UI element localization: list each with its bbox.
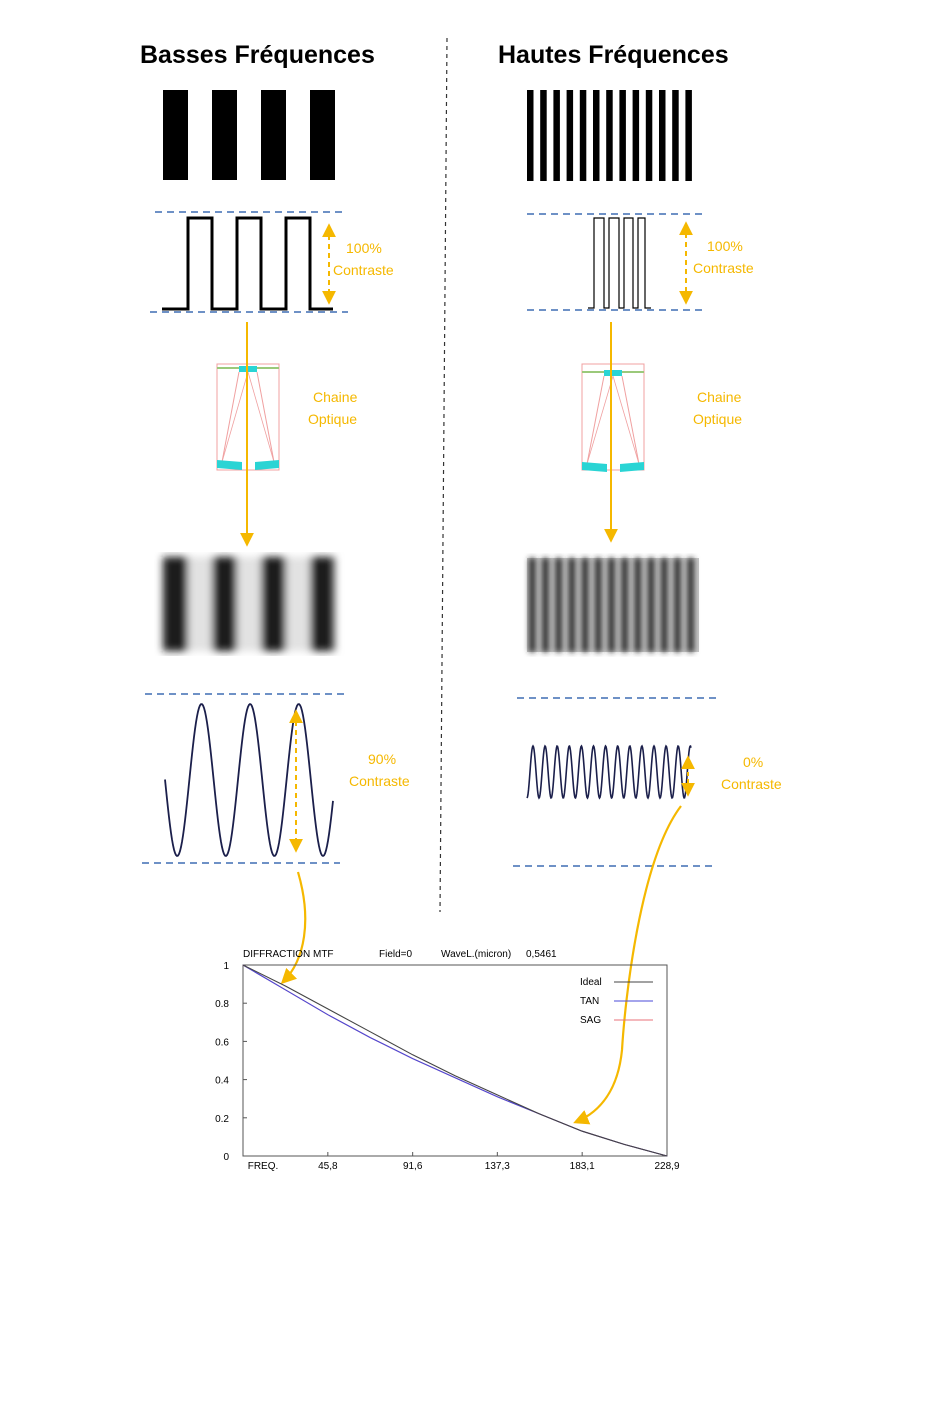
left-output-contrast-label: Contraste: [349, 773, 410, 789]
mtf-wavelength-label: WaveL.(micron): [441, 949, 512, 960]
y-tick-label: 0: [223, 1152, 229, 1163]
right-to-chart-arrow: [576, 806, 681, 1122]
mtf-chart-title: DIFFRACTION MTF: [243, 949, 334, 960]
high-frequency-blurred-bar: [635, 558, 642, 652]
right-output-contrast-value: 0%: [743, 754, 764, 770]
high-frequency-blurred-bar: [674, 558, 681, 652]
right-column-title: Hautes Fréquences: [498, 41, 729, 69]
high-frequency-blurred-bar: [555, 558, 562, 652]
high-frequency-bar-pattern: [527, 90, 692, 181]
left-optics-line1: Chaine: [313, 389, 358, 405]
high-frequency-bar: [593, 90, 600, 181]
right-optics-line2: Optique: [693, 411, 743, 427]
high-frequency-blurred-bar: [608, 558, 615, 652]
left-output-contrast-value: 90%: [368, 751, 397, 767]
low-frequency-output-signal: [142, 694, 345, 863]
high-frequency-bar: [646, 90, 653, 181]
left-column-title: Basses Fréquences: [140, 41, 375, 69]
y-tick-label: 0.8: [215, 999, 229, 1011]
high-frequency-output-signal: [513, 698, 717, 866]
x-axis-label: FREQ.: [247, 1161, 279, 1172]
high-frequency-bar: [527, 90, 534, 181]
y-tick-label: 1: [223, 961, 229, 972]
y-tick-label: 0.2: [215, 1113, 229, 1125]
high-frequency-blurred-bar: [661, 558, 668, 652]
high-frequency-bar: [567, 90, 574, 181]
right-input-contrast-value: 100%: [707, 238, 743, 254]
high-frequency-blurred-bar: [542, 558, 549, 652]
mtf-field-label: Field=0: [379, 949, 413, 960]
series-line-sag: [243, 965, 667, 1156]
high-frequency-bar: [606, 90, 613, 181]
high-frequency-bar: [580, 90, 587, 181]
high-frequency-blurred-bar: [529, 558, 536, 652]
right-optics-line1: Chaine: [697, 389, 742, 405]
right-output-contrast-label: Contraste: [721, 776, 782, 792]
high-frequency-bar: [685, 90, 692, 181]
legend-label-sag: SAG: [580, 1015, 602, 1026]
y-tick-label: 0.6: [215, 1037, 229, 1049]
left-input-contrast-label: Contraste: [333, 262, 394, 278]
series-line-tan: [243, 965, 667, 1156]
high-frequency-bar: [540, 90, 547, 181]
low-frequency-bar-pattern: [163, 90, 335, 180]
center-divider: [440, 38, 447, 912]
legend-label-ideal: Ideal: [580, 977, 602, 988]
high-frequency-blurred-bar: [648, 558, 655, 652]
high-frequency-blurred-bar: [621, 558, 628, 652]
high-frequency-bar: [633, 90, 640, 181]
left-optics-line2: Optique: [308, 411, 358, 427]
x-tick-label: 183,1: [569, 1161, 595, 1172]
high-frequency-blurred-bar: [595, 558, 602, 652]
y-tick-label: 0.4: [215, 1075, 229, 1087]
high-frequency-bar: [619, 90, 626, 181]
mtf-plot-frame: [243, 965, 667, 1156]
x-tick-label: 228,9: [654, 1161, 680, 1172]
mtf-chart: [215, 949, 680, 1172]
high-frequency-bar: [672, 90, 679, 181]
high-frequency-blurred-bar: [687, 558, 694, 652]
high-frequency-bar: [659, 90, 666, 181]
right-optical-chain-icon: [582, 364, 644, 472]
high-frequency-blurred-image: [527, 558, 699, 652]
x-tick-label: 45,8: [318, 1161, 338, 1172]
high-frequency-blurred-bar: [582, 558, 589, 652]
legend-label-tan: TAN: [580, 996, 600, 1007]
low-frequency-blurred-image: [163, 557, 336, 651]
high-frequency-bar: [553, 90, 560, 181]
x-tick-label: 91,6: [402, 1161, 423, 1172]
left-input-contrast-value: 100%: [346, 240, 382, 256]
x-tick-label: 137,3: [484, 1161, 510, 1172]
mtf-wavelength-value: 0,5461: [526, 949, 557, 960]
series-line-ideal: [243, 965, 667, 1156]
high-frequency-input-signal: [527, 214, 702, 310]
high-frequency-blurred-bar: [569, 558, 576, 652]
low-frequency-input-signal: [150, 212, 348, 312]
right-input-contrast-label: Contraste: [693, 260, 754, 276]
